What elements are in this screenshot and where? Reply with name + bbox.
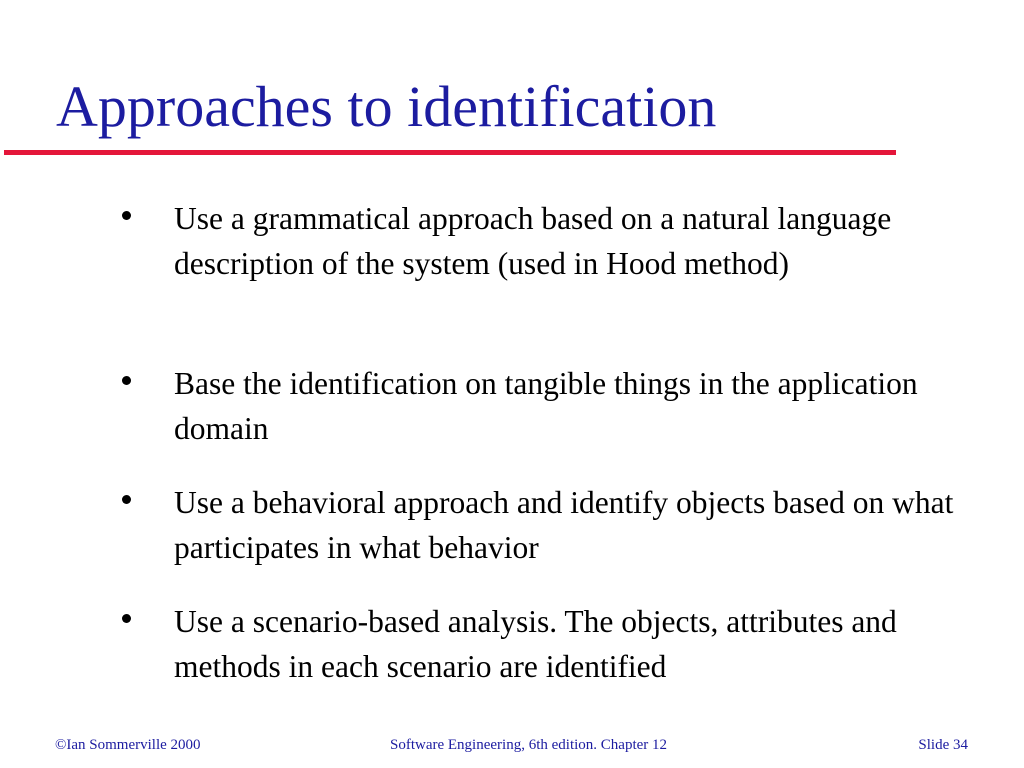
footer-copyright: ©Ian Sommerville 2000 [55, 737, 201, 753]
bullet-text: Use a grammatical approach based on a natural language description of the system (used in Hood method) [174, 201, 892, 281]
bullet-dot-icon [122, 614, 131, 623]
title-underline-rule [4, 150, 896, 155]
footer-book-reference: Software Engineering, 6th edition. Chapter 12 [390, 737, 668, 753]
bullet-dot-icon [122, 376, 131, 385]
bullet-dot-icon [122, 495, 131, 504]
footer-slide-number: Slide 34 [918, 737, 968, 753]
bullet-text: Base the identification on tangible things in the application domain [174, 366, 918, 446]
bullet-dot-icon [122, 211, 131, 220]
slide-title: Approaches to identification [56, 74, 717, 139]
bullet-text: Use a behavioral approach and identify objects based on what participates in what behavior [174, 485, 954, 565]
bullet-text: Use a scenario-based analysis. The objects, attributes and methods in each scenario are identified [174, 604, 897, 684]
